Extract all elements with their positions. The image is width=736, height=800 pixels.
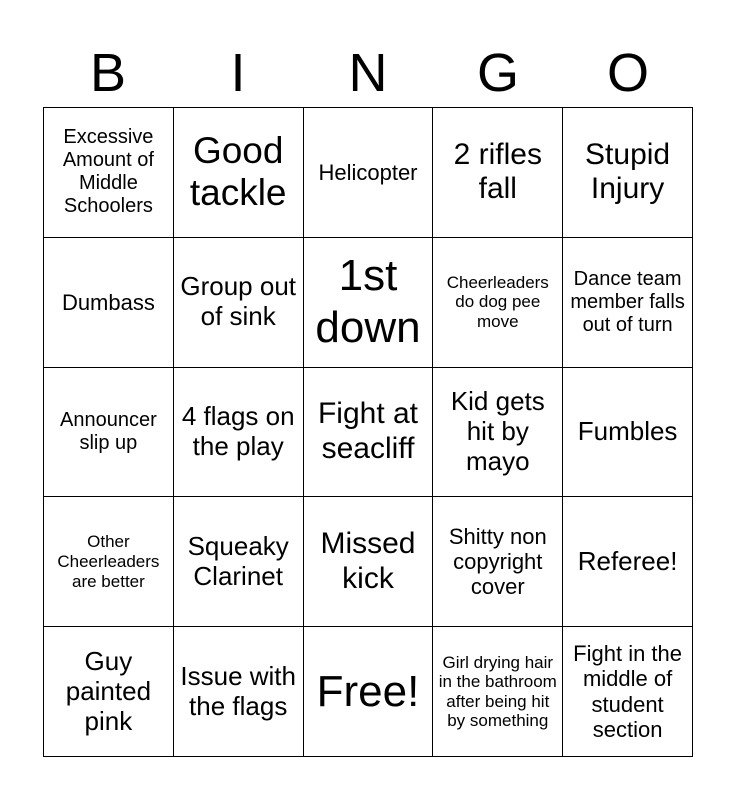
header-letter-g: G: [476, 43, 519, 103]
cell-text: Cheerleaders do dog pee move: [446, 272, 549, 331]
bingo-cell[interactable]: [304, 368, 434, 498]
bingo-cell[interactable]: [304, 497, 434, 627]
bingo-cell[interactable]: [174, 497, 304, 627]
bingo-cell[interactable]: [44, 627, 174, 757]
bingo-cell[interactable]: [174, 238, 304, 368]
bingo-cell[interactable]: [304, 238, 434, 368]
cell-text: 2 rifles fall: [453, 137, 542, 206]
bingo-cell[interactable]: [563, 108, 693, 238]
cell-text: Fight in the middle of student section: [573, 641, 683, 742]
bingo-cell[interactable]: [304, 108, 434, 238]
bingo-cell[interactable]: [563, 627, 693, 757]
cell-text: Girl drying hair in the bathroom after being hit by something: [438, 652, 557, 731]
bingo-cell[interactable]: [433, 627, 563, 757]
cell-text: Missed kick: [320, 527, 416, 595]
bingo-cell[interactable]: [44, 368, 174, 498]
cell-text: 1st down: [315, 251, 421, 353]
cell-text: Guy painted pink: [65, 645, 152, 736]
cell-text: Shitty non copyright cover: [448, 523, 547, 600]
header-letter-b: B: [89, 43, 127, 103]
bingo-cell[interactable]: [174, 368, 304, 498]
bingo-cell[interactable]: [304, 627, 434, 757]
cell-text: Squeaky Clarinet: [187, 530, 289, 591]
bingo-cell[interactable]: [174, 627, 304, 757]
cell-text: Good tackle: [189, 129, 287, 214]
cell-text: Issue with the flags: [180, 660, 296, 721]
cell-text: Dance team member falls out of turn: [570, 267, 685, 336]
cell-text: Fight at seacliff: [317, 397, 419, 465]
cell-text: Kid gets hit by mayo: [450, 386, 545, 476]
bingo-cell[interactable]: [433, 497, 563, 627]
header-letter-n: N: [348, 43, 388, 103]
bingo-cell[interactable]: [44, 108, 174, 238]
bingo-cell[interactable]: [433, 368, 563, 498]
cell-text: Referee!: [577, 545, 678, 576]
bingo-cell[interactable]: [174, 108, 304, 238]
cell-text: Fumbles: [577, 416, 678, 447]
bingo-cell[interactable]: [44, 238, 174, 368]
bingo-cell[interactable]: [563, 368, 693, 498]
cell-text: Other Cheerleaders are better: [57, 532, 160, 591]
cell-text: Announcer slip up: [60, 408, 157, 454]
cell-text: 4 flags on the play: [181, 401, 295, 461]
cell-text: Helicopter: [318, 159, 418, 185]
bingo-cell[interactable]: [563, 497, 693, 627]
header-letter-i: I: [230, 43, 246, 103]
bingo-cell[interactable]: [44, 497, 174, 627]
bingo-cell[interactable]: [563, 238, 693, 368]
bingo-cell[interactable]: [433, 108, 563, 238]
cell-text: Dumbass: [61, 289, 155, 315]
bingo-cell[interactable]: [433, 238, 563, 368]
header-letter-o: O: [606, 43, 649, 103]
cell-text: Free!: [316, 666, 420, 716]
cell-text: Excessive Amount of Middle Schoolers: [62, 126, 154, 218]
bingo-grid: [43, 107, 693, 757]
cell-text: Group out of sink: [180, 271, 297, 332]
bingo-header: [43, 40, 693, 106]
cell-text: Stupid Injury: [585, 137, 671, 206]
